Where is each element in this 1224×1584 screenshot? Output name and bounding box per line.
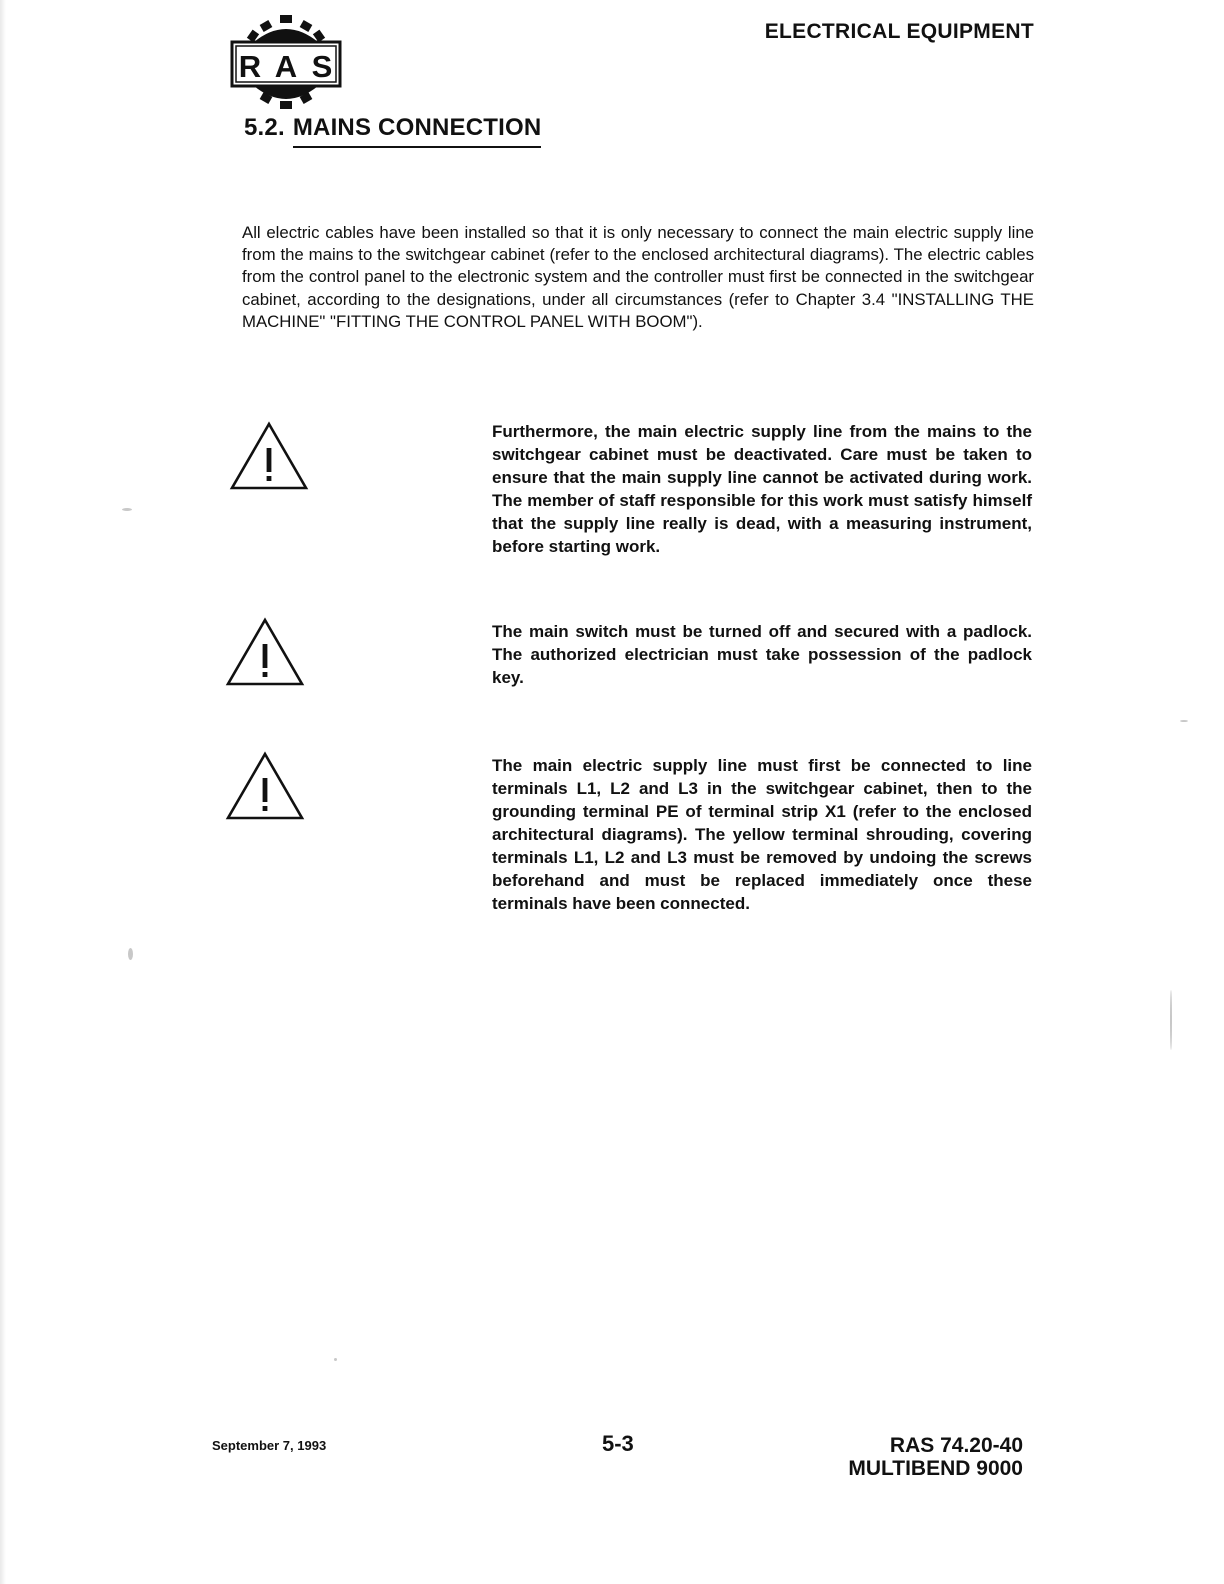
warning-triangle-icon	[224, 616, 306, 688]
scan-speck	[1170, 990, 1172, 1050]
footer-page-number: 5-3	[602, 1431, 634, 1456]
scan-page-edge	[0, 0, 6, 1584]
warning-text-2: The main switch must be turned off and secured with a padlock. The authorized electrician must take possession of the padlock key.	[492, 622, 1032, 687]
warning-text-1: Furthermore, the main electric supply line from the mains to the switchgear cabinet must be deactivated. Care must be taken to ensure that the main supply line cannot be activated during work. The member of staff responsible for this work must satisfy himself that the supply line really is dead, with a measuring instrument, before starting work.	[492, 422, 1032, 556]
scan-speck	[128, 948, 133, 960]
footer-machine-name: MULTIBEND 9000	[848, 1457, 1023, 1480]
scan-speck	[122, 508, 132, 511]
section-heading	[244, 114, 541, 148]
warning-text-3: The main electric supply line must first be connected to line terminals L1, L2 and L3 in the switchgear cabinet, then to the grounding terminal PE of terminal strip X1 (refer to the enclosed architectural diagrams). The yellow terminal shrouding, covering terminals L1, L2 and L3 must be removed by undoing the screws beforehand and must be replaced immediately once these terminals have been connected.	[492, 756, 1032, 913]
intro-paragraph: All electric cables have been installed so that it is only necessary to connect the main electric supply line from the mains to the switchgear cabinet (refer to the enclosed architectural diagrams). The electric cables from the control panel to the electronic system and the controller must first be connected in the switchgear cabinet, according to the designations, under all circumstances (refer to Chapter 3.4 "INSTALLING THE MACHINE" "FITTING THE CONTROL PANEL WITH BOOM").	[242, 223, 1034, 331]
scan-speck	[1180, 720, 1188, 722]
scan-speck	[334, 1358, 337, 1361]
warning-triangle-icon	[224, 750, 306, 822]
section-number: 5.2.	[244, 114, 285, 141]
header-section-label: ELECTRICAL EQUIPMENT	[764, 20, 1034, 43]
logo-letter-s: S	[311, 49, 333, 84]
footer-date: September 7, 1993	[212, 1438, 327, 1453]
ras-logo	[228, 14, 344, 110]
warning-triangle-icon	[228, 420, 310, 492]
footer-document-id	[848, 1434, 1023, 1480]
footer-doc-number: RAS 74.20-40	[889, 1434, 1023, 1457]
section-title: MAINS CONNECTION	[293, 114, 542, 148]
logo-letter-a: A	[274, 49, 298, 84]
logo-letter-r: R	[238, 49, 262, 84]
